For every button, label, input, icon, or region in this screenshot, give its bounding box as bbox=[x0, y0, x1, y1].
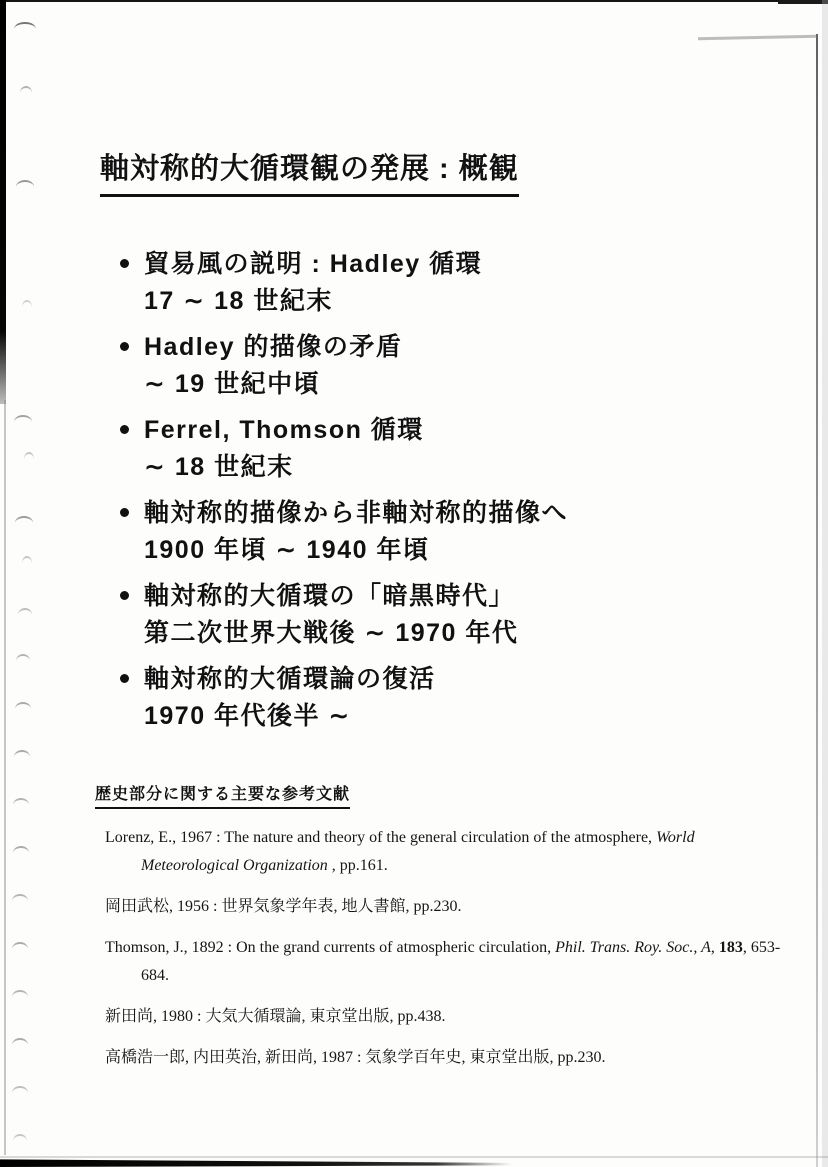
scan-edge-top bbox=[0, 0, 828, 2]
reference-text: Lorenz, E., 1967 : The nature and theory of the general circulation of the atmosphere, bbox=[105, 829, 657, 846]
bullet-line-2: ∼ 18 世紀末 bbox=[144, 453, 294, 481]
bullet-dot-icon bbox=[120, 661, 144, 735]
references-list bbox=[105, 824, 781, 1085]
reference-text: , bbox=[710, 939, 719, 956]
binding-mark bbox=[14, 22, 36, 29]
reference-entry bbox=[105, 934, 781, 990]
binding-mark bbox=[22, 300, 32, 307]
bullet-line-2: 1970 年代後半 ∼ bbox=[144, 702, 351, 730]
reference-text: 岡田武松, 1956 : 世界気象学年表, 地人書館, pp.230. bbox=[105, 898, 462, 915]
bullet-text bbox=[144, 246, 482, 320]
bullet-line-1: Ferrel, Thomson 循環 bbox=[144, 416, 424, 444]
scan-edge-right-band bbox=[822, 0, 828, 1167]
binding-mark bbox=[14, 415, 32, 422]
reference-volume: 183 bbox=[718, 939, 743, 956]
reference-entry bbox=[105, 1044, 781, 1072]
page-title: 軸対称的大循環観の発展 : 概観 bbox=[100, 146, 519, 197]
bullet-dot-icon bbox=[120, 495, 144, 569]
binding-mark bbox=[14, 750, 30, 757]
binding-mark bbox=[12, 1038, 28, 1045]
bullet-text bbox=[144, 495, 568, 569]
bullet-dot-icon bbox=[120, 246, 144, 320]
bullet-list bbox=[120, 246, 720, 744]
binding-mark bbox=[13, 1134, 27, 1141]
reference-entry bbox=[105, 824, 781, 880]
references-heading: 歴史部分に関する主要な参考文献 bbox=[95, 781, 350, 809]
bullet-line-2: 第二次世界大戦後 ∼ 1970 年代 bbox=[144, 619, 519, 647]
scan-smudge-top-right bbox=[698, 35, 818, 41]
list-item bbox=[120, 412, 720, 486]
scan-edge-left-faint bbox=[4, 400, 6, 1155]
binding-mark bbox=[20, 86, 32, 93]
bullet-dot-icon bbox=[120, 412, 144, 486]
reference-text: Thomson, J., 1892 : On the grand currents of atmospheric circulation, bbox=[105, 939, 556, 956]
binding-mark bbox=[12, 990, 28, 997]
list-item bbox=[120, 246, 720, 320]
scan-line-right bbox=[816, 34, 818, 1167]
bullet-text bbox=[144, 578, 518, 652]
reference-text: 高橋浩一郎, 内田英治, 新田尚, 1987 : 気象学百年史, 東京堂出版, pp.230. bbox=[105, 1049, 606, 1066]
reference-journal: World Meteorological Organization bbox=[141, 829, 695, 874]
bullet-line-1: 軸対称的描像から非軸対称的描像へ bbox=[144, 499, 569, 527]
reference-text: , 653-684. bbox=[141, 939, 781, 984]
binding-mark bbox=[13, 846, 29, 853]
bullet-text bbox=[144, 661, 436, 735]
bullet-line-1: 軸対称的大循環論の復活 bbox=[144, 665, 436, 693]
bullet-line-1: 貿易風の説明 : Hadley 循環 bbox=[144, 250, 483, 278]
reference-entry bbox=[105, 893, 781, 921]
list-item bbox=[120, 329, 720, 403]
bullet-line-1: Hadley 的描像の矛盾 bbox=[144, 333, 403, 361]
reference-text: 新田尚, 1980 : 大気大循環論, 東京堂出版, pp.438. bbox=[105, 1008, 446, 1025]
bullet-line-2: 1900 年頃 ∼ 1940 年頃 bbox=[144, 536, 430, 564]
binding-mark bbox=[15, 516, 33, 523]
list-item bbox=[120, 495, 720, 569]
list-item bbox=[120, 578, 720, 652]
binding-mark bbox=[12, 1086, 28, 1093]
binding-mark bbox=[16, 180, 34, 187]
reference-entry bbox=[105, 1003, 781, 1031]
binding-mark bbox=[24, 452, 34, 459]
bullet-text bbox=[144, 329, 402, 403]
binding-mark bbox=[12, 942, 28, 949]
scan-edge-top-right bbox=[778, 0, 828, 4]
binding-mark bbox=[13, 798, 29, 805]
binding-mark bbox=[15, 702, 31, 709]
bullet-line-1: 軸対称的大循環の「暗黒時代」 bbox=[144, 582, 516, 610]
list-item bbox=[120, 661, 720, 735]
reference-journal: Phil. Trans. Roy. Soc., A bbox=[555, 939, 711, 956]
scan-edge-left-dark bbox=[0, 0, 6, 404]
binding-mark bbox=[18, 608, 32, 615]
scan-edge-bottom-wedge bbox=[0, 1158, 512, 1167]
binding-mark bbox=[22, 556, 32, 563]
bullet-dot-icon bbox=[120, 329, 144, 403]
bullet-dot-icon bbox=[120, 578, 144, 652]
binding-mark bbox=[12, 894, 28, 901]
bullet-line-2: 17 ∼ 18 世紀末 bbox=[144, 287, 333, 315]
scan-edge-bottom-line bbox=[0, 1156, 828, 1158]
reference-text: , pp.161. bbox=[327, 857, 388, 874]
bullet-line-2: ∼ 19 世紀中頃 bbox=[144, 370, 321, 398]
binding-mark bbox=[16, 654, 30, 661]
bullet-text bbox=[144, 412, 424, 486]
